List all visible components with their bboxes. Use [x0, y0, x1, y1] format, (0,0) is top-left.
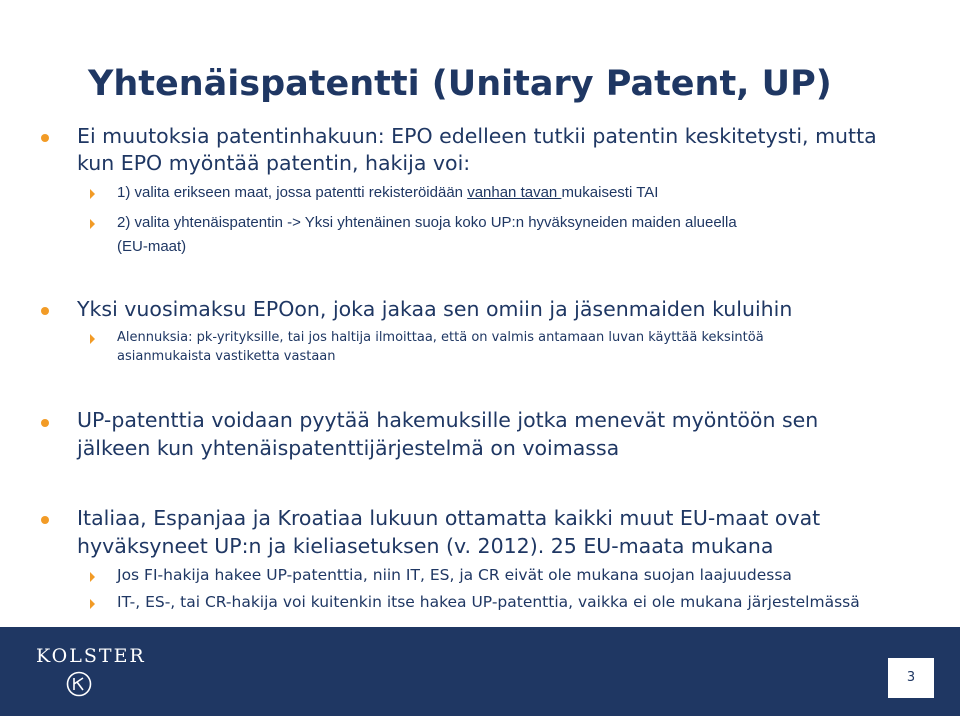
bullet-dot: [41, 516, 49, 524]
bullet-dot: [41, 134, 49, 142]
bullet-2-sub-1-line-2: asianmukaista vastiketta vastaan: [117, 349, 336, 364]
bullet-4-sub-2: IT-, ES-, tai CR-hakija voi kuitenkin itse hakea UP-patenttia, vaikka ei ole mukana järjestelmässä: [117, 593, 860, 611]
bullet-3-line-1: UP-patenttia voidaan pyytää hakemuksille jotka menevät myöntöön sen: [77, 408, 819, 432]
bullet-dot: [41, 419, 49, 427]
sub-bullet-arrow: [90, 599, 95, 609]
bullet-1-sub-2-line-1: 2) valita yhtenäispatentin -> Yksi yhtenäinen suoja koko UP:n hyväksyneiden maiden alueella: [117, 214, 737, 231]
page-number: 3: [906, 670, 916, 685]
sub-bullet-arrow: [90, 219, 95, 229]
bullet-1-line-2: kun EPO myöntää patentin, hakija voi:: [77, 151, 471, 175]
slide-title: Yhtenäispatentti (Unitary Patent, UP): [88, 64, 832, 104]
kolster-logo-text: KOLSTER: [36, 645, 146, 667]
bullet-4-line-2: hyväksyneet UP:n ja kieliasetuksen (v. 2012). 25 EU-maata mukana: [77, 534, 774, 558]
footer-bar: [0, 627, 960, 716]
sub-bullet-arrow: [90, 572, 95, 582]
page-number-box: [888, 658, 934, 698]
sub-bullet-arrow: [90, 189, 95, 199]
sub-1-underlined-text: vanhan tavan: [467, 184, 562, 201]
sub-bullet-arrow: [90, 334, 95, 344]
bullet-3-line-2: jälkeen kun yhtenäispatenttijärjestelmä on voimassa: [77, 436, 620, 460]
kolster-logo-icon: [66, 671, 92, 697]
bullet-1-sub-2-line-2: (EU-maat): [117, 238, 187, 255]
bullet-4-line-1: Italiaa, Espanjaa ja Kroatiaa lukuun ottamatta kaikki muut EU-maat ovat: [77, 506, 821, 530]
bullet-4-sub-1: Jos FI-hakija hakee UP-patenttia, niin IT, ES, ja CR eivät ole mukana suojan laajuudessa: [117, 566, 792, 584]
bullet-1-line-1: Ei muutoksia patentinhakuun: EPO edelleen tutkii patentin keskitetysti, mutta: [77, 124, 877, 148]
bullet-dot: [41, 307, 49, 315]
bullet-2-sub-1-line-1: Alennuksia: pk-yrityksille, tai jos haltija ilmoittaa, että on valmis antamaan luvan käyttää keksintöä: [117, 330, 764, 345]
bullet-2-line-1: Yksi vuosimaksu EPOon, joka jakaa sen omiin ja jäsenmaiden kuluihin: [77, 297, 793, 321]
bullet-1-sub-1: [117, 184, 658, 201]
sub-1-text: 1) valita erikseen maat, jossa patentti rekisteröidään: [117, 184, 468, 201]
sub-1-text-end: mukaisesti TAI: [561, 184, 659, 201]
